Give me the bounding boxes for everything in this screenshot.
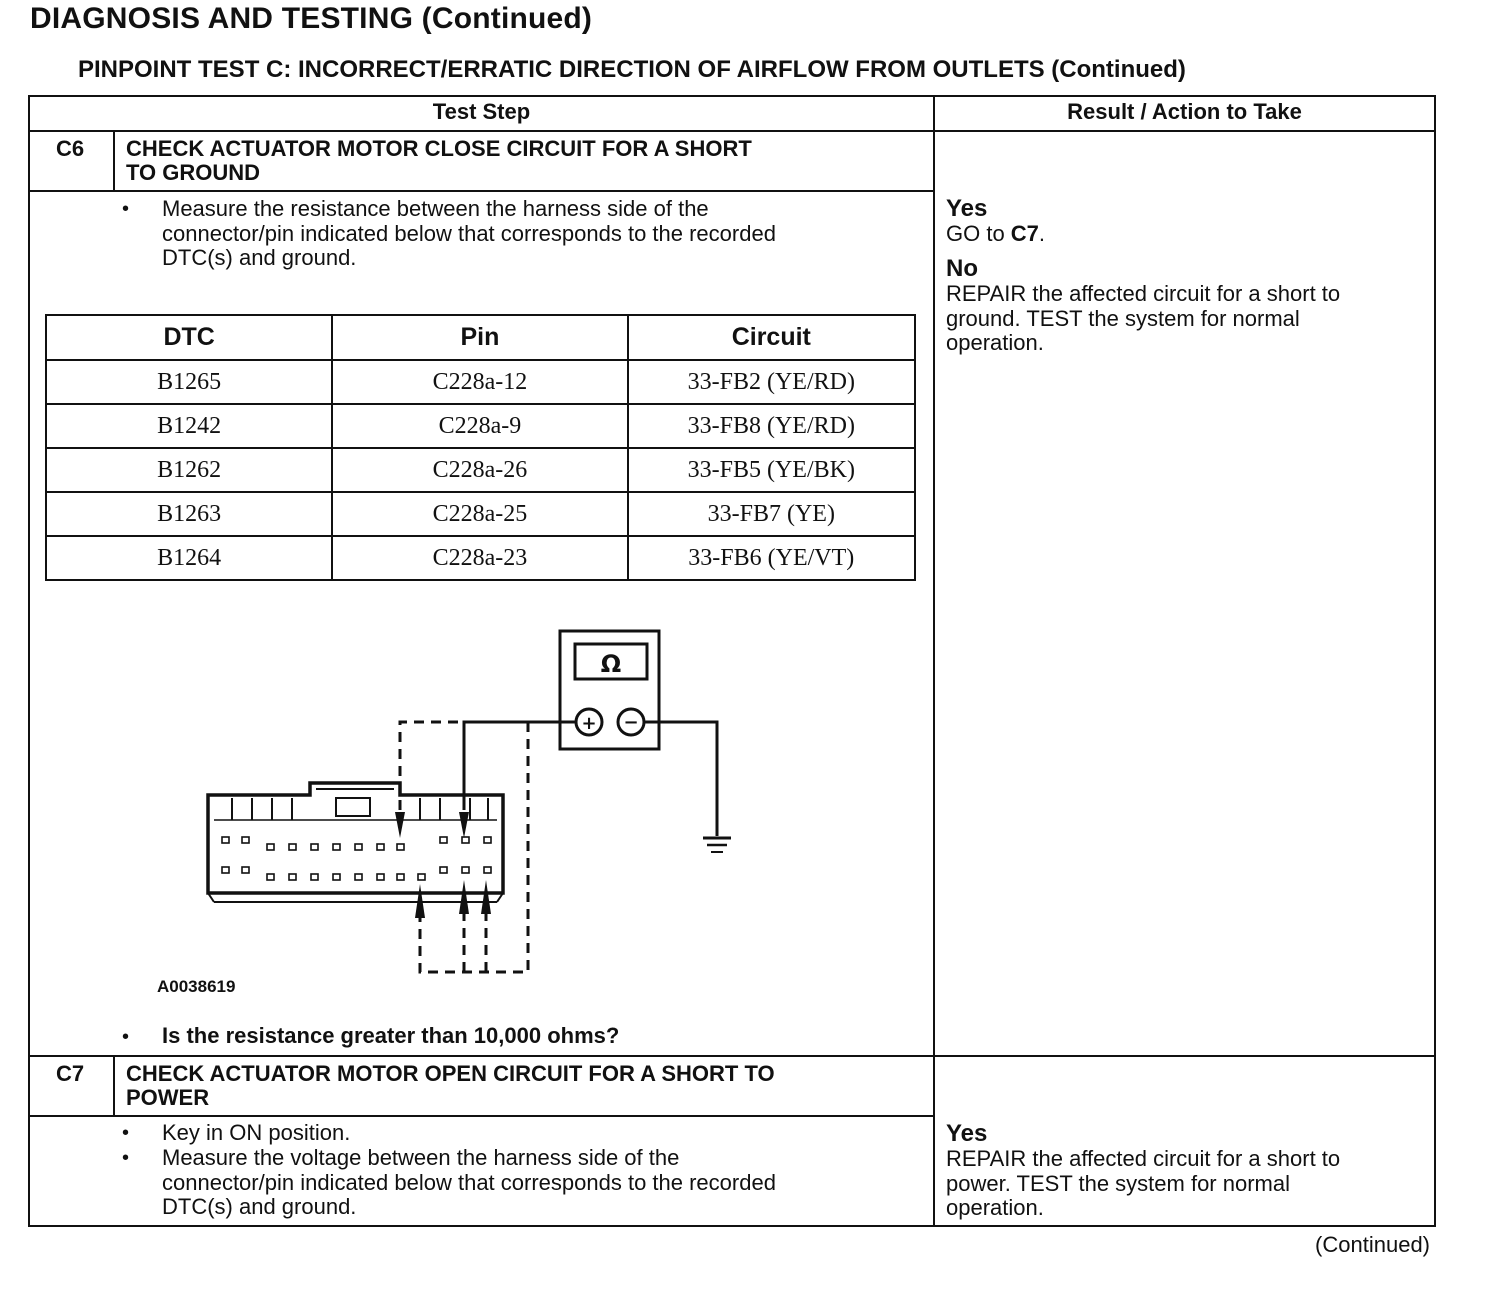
- cell-dtc: B1263: [46, 492, 332, 536]
- cell-dtc: B1262: [46, 448, 332, 492]
- negative-test-lead: [644, 722, 717, 836]
- cell-dtc: B1242: [46, 404, 332, 448]
- bullet: •: [122, 1122, 130, 1144]
- bullet: •: [122, 1147, 130, 1169]
- cell-dtc: B1264: [46, 536, 332, 580]
- c6-yes-label: Yes: [946, 195, 988, 222]
- column-header-result: Result / Action to Take: [1067, 99, 1302, 124]
- c6-yes-action: GO to C7.: [946, 221, 1046, 246]
- bullet: •: [122, 198, 130, 220]
- pinpoint-test-title: PINPOINT TEST C: INCORRECT/ERRATIC DIRECTION OF AIRFLOW FROM OUTLETS (Continued): [78, 56, 1186, 83]
- cell-pin: C228a-25: [332, 492, 627, 536]
- c6-question: Is the resistance greater than 10,000 ohms?: [162, 1023, 620, 1048]
- cell-circuit: 33-FB8 (YE/RD): [628, 404, 915, 448]
- cell-pin: C228a-12: [332, 360, 627, 404]
- cell-dtc: B1265: [46, 360, 332, 404]
- c7-yes-action: REPAIR the affected circuit for a short to power. TEST the system for normal operation.: [946, 1146, 1341, 1220]
- step-number-c6: C6: [56, 136, 85, 161]
- c6-no-label: No: [946, 255, 978, 282]
- cell-circuit: 33-FB5 (YE/BK): [628, 448, 915, 492]
- cell-pin: C228a-23: [332, 536, 627, 580]
- cell-pin: C228a-26: [332, 448, 627, 492]
- header-circuit: Circuit: [628, 315, 915, 360]
- figure-id: A0038619: [157, 977, 236, 996]
- c6-no-action: REPAIR the affected circuit for a short to ground. TEST the system for normal operation.: [946, 281, 1341, 355]
- ohm-symbol-icon: Ω: [600, 650, 622, 678]
- cell-circuit: 33-FB6 (YE/VT): [628, 536, 915, 580]
- ground-symbol-icon: [703, 838, 731, 852]
- step-title-c6: CHECK ACTUATOR MOTOR CLOSE CIRCUIT FOR A SHORT TO GROUND: [126, 136, 752, 185]
- continued-footer: (Continued): [1315, 1232, 1430, 1257]
- c7-step-measure: Measure the voltage between the harness side of the connector/pin indicated below that corresponds to the recorded DTC(s) and ground.: [162, 1145, 776, 1219]
- bullet: •: [122, 1026, 130, 1048]
- cell-circuit: 33-FB2 (YE/RD): [628, 360, 915, 404]
- c7-yes-label: Yes: [946, 1120, 988, 1147]
- cell-pin: C228a-9: [332, 404, 627, 448]
- step-number-c7: C7: [56, 1061, 85, 1086]
- step-title-c7: CHECK ACTUATOR MOTOR OPEN CIRCUIT FOR A SHORT TO POWER: [126, 1061, 775, 1110]
- c6-instruction: Measure the resistance between the harness side of the connector/pin indicated below that corresponds to the recorded DTC(s) and ground.: [162, 196, 776, 270]
- page-title: DIAGNOSIS AND TESTING (Continued): [30, 2, 593, 35]
- connector-pin-cavities: [222, 837, 491, 880]
- c7-step-key-on: Key in ON position.: [162, 1120, 351, 1145]
- column-header-test-step: Test Step: [432, 99, 531, 124]
- plus-sign-icon: +: [581, 713, 597, 734]
- cell-circuit: 33-FB7 (YE): [628, 492, 915, 536]
- header-pin: Pin: [332, 315, 627, 360]
- minus-sign-icon: −: [623, 712, 639, 733]
- header-dtc: DTC: [46, 315, 332, 360]
